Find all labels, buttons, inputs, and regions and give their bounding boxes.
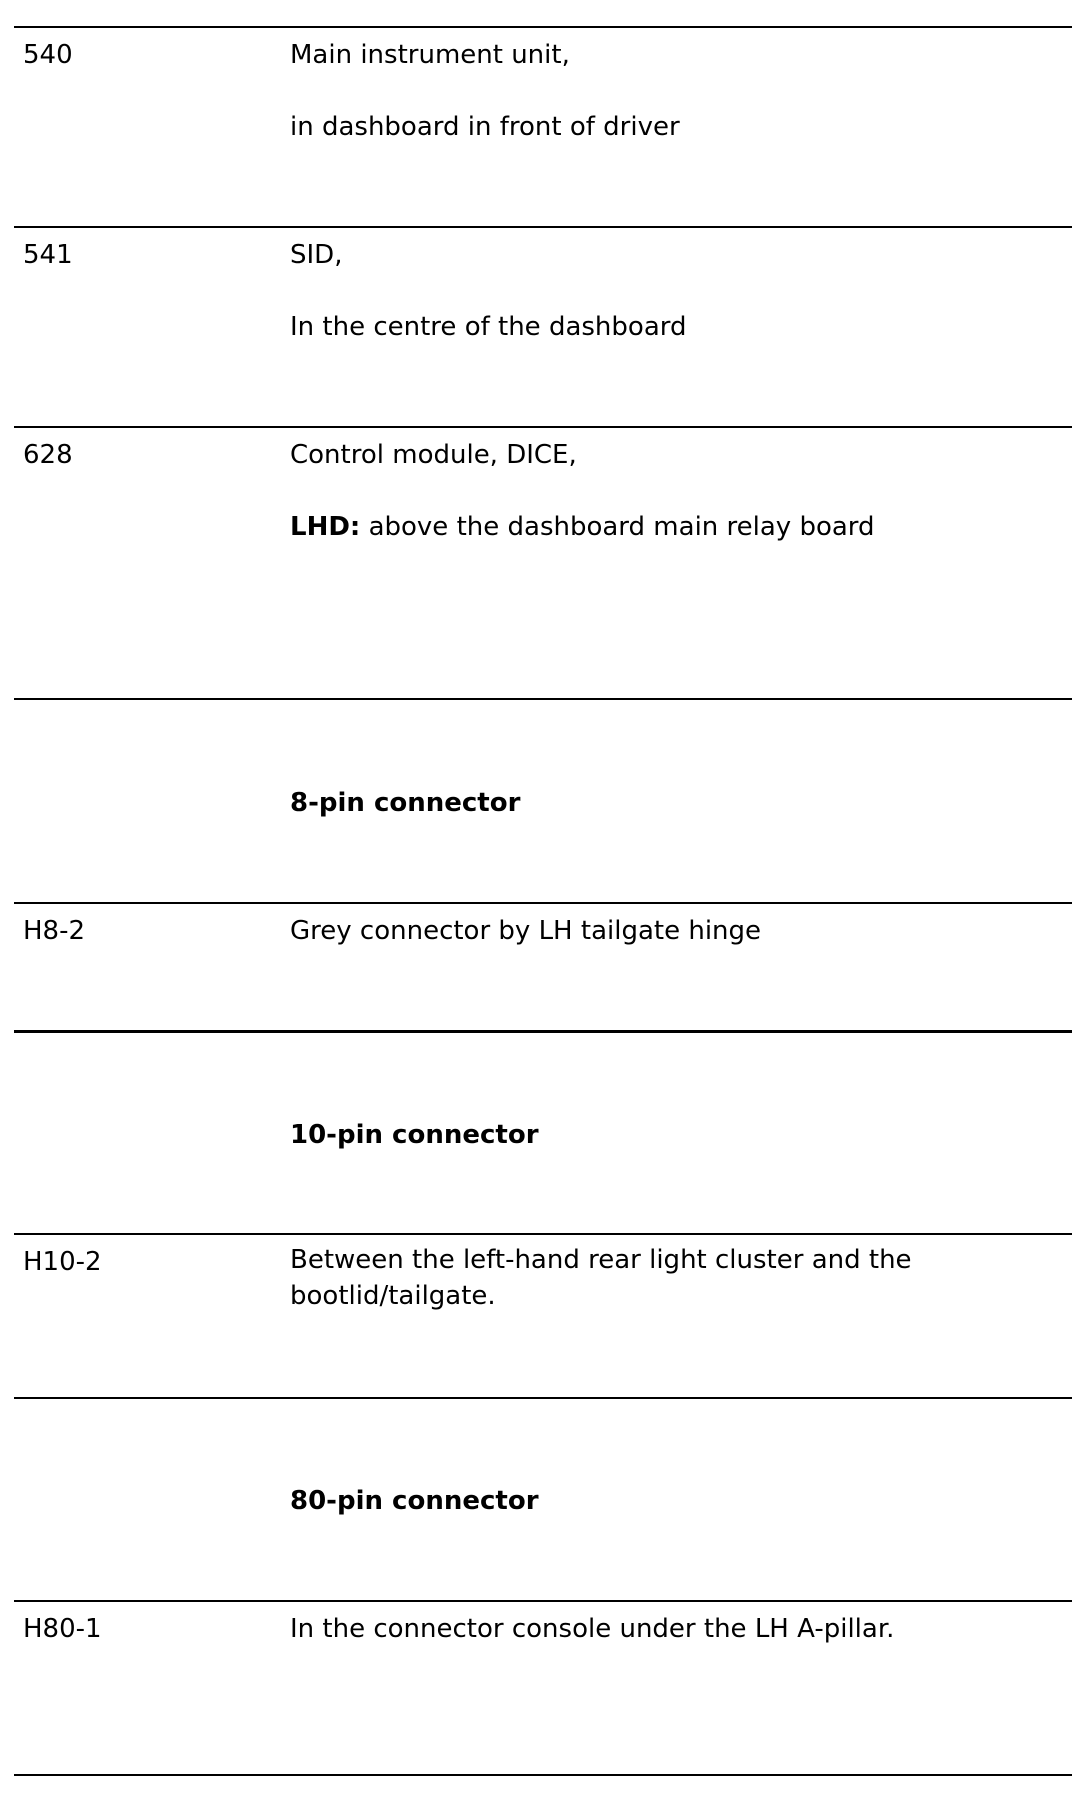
component-name: Main instrument unit, [290, 40, 570, 70]
component-name: Control module, DICE, [290, 440, 577, 470]
connector-code: H10-2 [23, 1247, 102, 1277]
section-heading: 10-pin connector [290, 1120, 539, 1150]
connector-location: Between the left-hand rear light cluster and the bootlid/tailgate. [290, 1245, 912, 1311]
connector-location: Grey connector by LH tailgate hinge [290, 916, 762, 946]
component-location: in dashboard in front of driver [290, 112, 680, 142]
table-rule [14, 1600, 1072, 1602]
connector-location: In the connector console under the LH A-pillar. [290, 1614, 895, 1644]
table-rule [14, 26, 1072, 28]
connector-code: H8-2 [23, 916, 86, 946]
component-code: 540 [23, 40, 73, 70]
section-heading: 8-pin connector [290, 788, 521, 818]
component-code: 541 [23, 240, 73, 270]
lhd-location-text: above the dashboard main relay board [360, 512, 875, 542]
table-rule [14, 1397, 1072, 1399]
table-rule [14, 1030, 1072, 1033]
lhd-label: LHD: [290, 512, 361, 542]
table-rule [14, 902, 1072, 904]
component-name: SID, [290, 240, 343, 270]
connector-code: H80-1 [23, 1614, 102, 1644]
table-rule [14, 698, 1072, 700]
table-rule [14, 1233, 1072, 1235]
section-heading: 80-pin connector [290, 1486, 539, 1516]
table-rule [14, 226, 1072, 228]
component-code: 628 [23, 440, 73, 470]
component-location [290, 512, 875, 543]
table-rule [14, 426, 1072, 428]
table-rule [14, 1774, 1072, 1776]
component-location: In the centre of the dashboard [290, 312, 687, 342]
